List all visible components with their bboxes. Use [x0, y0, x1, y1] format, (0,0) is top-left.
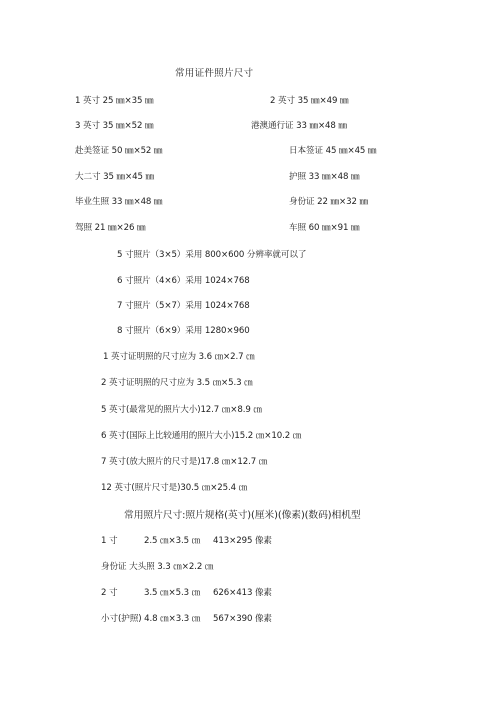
inch-size-line: 12 英寸(照片尺寸是)30.5 ㎝×25.4 ㎝: [101, 483, 248, 493]
inch-size-line: 7 英寸(放大照片的尺寸是)17.8 ㎝×12.7 ㎝: [101, 457, 268, 467]
size-entry-vehicle: 车照 60 ㎜×91 ㎜: [289, 223, 360, 233]
document-title: 常用证件照片尺寸: [175, 68, 254, 79]
spec-row-px: 626×413 像素: [213, 588, 272, 598]
size-entry-passport: 护照 33 ㎜×48 ㎜: [289, 172, 360, 182]
spec-row-name: 身份证 大头照 3.3 ㎝×2.2 ㎝: [101, 562, 214, 572]
spec-row-px: 567×390 像素: [213, 614, 272, 624]
size-entry-id-card: 身份证 22 ㎜×32 ㎜: [289, 197, 368, 207]
size-entry-large-2inch: 大二寸 35 ㎜×45 ㎜: [75, 172, 154, 182]
inch-size-line: 2 英寸证明照的尺寸应为 3.5 ㎝×5.3 ㎝: [101, 378, 253, 388]
spec-row-px: 413×295 像素: [213, 536, 272, 546]
resolution-line: 7 寸照片（5×7）采用 1024×768: [117, 301, 250, 311]
size-entry-japan-visa: 日本签证 45 ㎜×45 ㎜: [289, 146, 377, 156]
resolution-line: 8 寸照片（6×9）采用 1280×960: [117, 326, 250, 336]
size-entry-2inch: 2 英寸 35 ㎜×49 ㎜: [270, 96, 349, 106]
spec-row-cm: 2.5 ㎝×3.5 ㎝: [144, 536, 201, 546]
resolution-line: 6 寸照片（4×6）采用 1024×768: [117, 276, 250, 286]
inch-size-line: 6 英寸(国际上比较通用的照片大小)15.2 ㎝×10.2 ㎝: [101, 431, 302, 441]
size-entry-3inch: 3 英寸 35 ㎜×52 ㎜: [75, 121, 154, 131]
inch-size-line: 5 英寸(最常见的照片大小)12.7 ㎝×8.9 ㎝: [101, 405, 262, 415]
spec-row-name: 2 寸: [101, 588, 118, 598]
size-entry-us-visa: 赴美签证 50 ㎜×52 ㎜: [75, 146, 163, 156]
size-entry-hk-macau-pass: 港澳通行证 33 ㎜×48 ㎜: [251, 121, 347, 131]
spec-row-cm: 3.5 ㎝×5.3 ㎝: [144, 588, 201, 598]
spec-heading: 常用照片尺寸:照片规格(英寸)(厘米)(像素)(数码)相机型: [124, 510, 361, 521]
spec-row-name: 小寸(护照) 4.8 ㎝×3.3 ㎝: [101, 614, 201, 624]
resolution-line: 5 寸照片（3×5）采用 800×600 分辨率就可以了: [117, 250, 307, 260]
inch-size-line: 1 英寸证明照的尺寸应为 3.6 ㎝×2.7 ㎝: [103, 352, 255, 362]
size-entry-graduate: 毕业生照 33 ㎜×48 ㎜: [75, 197, 163, 207]
size-entry-1inch: 1 英寸 25 ㎜×35 ㎜: [75, 96, 154, 106]
spec-row-name: 1 寸: [101, 536, 118, 546]
size-entry-driver-license: 驾照 21 ㎜×26 ㎜: [75, 223, 146, 233]
